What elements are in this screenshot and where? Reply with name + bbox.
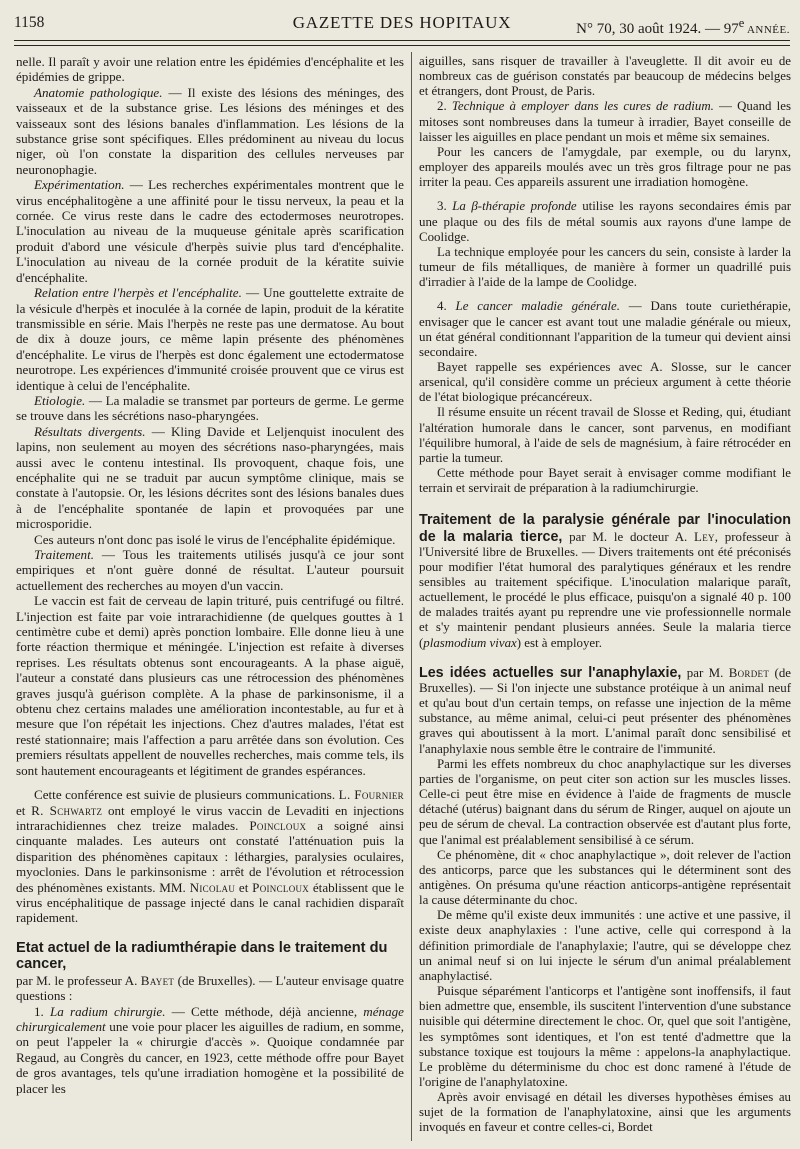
paragraph-title: Traitement. [34, 547, 95, 562]
paragraph: Résultats divergents. — Kling Davide et Leljenquist inoculent des lapins, non seulement au moyen des sécrétions naso-pharyngées, mais aussi avec le contenu intestinal. Ils provoquent, chaque fois, une encéphalite qui ne se traduit par aucun symptôme clinique, mais se constate à l'autopsie. Or, les lésions décrites sont des lésions banales dues à de l'encéphalite spontanée de lapin et provoquées par une microsporidie. [16, 423, 404, 532]
section-byline: par M. le professeur A. Bayet (de Bruxelles). — L'auteur envisage quatre questions : [16, 972, 404, 1004]
paragraph: Bayet rappelle ses expériences avec A. Slosse, sur le cancer arsenical, qu'il considère comme un précieux argument à cette théorie de l'état biologique précancéreux. [419, 359, 791, 405]
paragraph: Il résume ensuite un récent travail de Slosse et Reding, qui, étudiant l'altération humorale dans le cancer, sont parvenus, en modifiant l'équilibre humoral, à l'aide de sels de magnésium, à faire rétrocéder en partie la tumeur. [419, 405, 791, 465]
column-divider [411, 52, 412, 1141]
paragraph: nelle. Il paraît y avoir une relation entre les épidémies d'encéphalite et les épidémies de grippe. [16, 54, 404, 85]
author-name: L. Fournier [338, 787, 404, 803]
paragraph: 2. Technique à employer dans les cures de radium. — Quand les mitoses sont nombreuses dans la tumeur à irradier, Bayet conseille de laisser les aiguilles en place pendant un mois et même six semaines. [419, 99, 792, 144]
paragraph: Le vaccin est fait de cerveau de lapin trituré, puis centrifugé ou filtré. L'injection est faite par voie intrarachidienne (de quelques gouttes à 1 centimètre cube et demi) après ponction lombaire. Elle donne lieu à une forte réaction thermique et méningée. L'injection est refaite à diverses reprises. Les résultats obtenus sont encourageants. A la phase aiguë, l'auteur a constaté dans plusieurs cas une rétrocession des phénomènes graves jusqu'à guérison complète. A la phase de parkinsonisme, il a obtenu chez certains malades une amélioration incontestable, au fur et à mesure que l'on répétait les injections. Chez d'autres malades, l'état est resté stationnaire; mais l'affection a paru arrêtée dans son évolution. Ces premiers résultats appellent de nouvelles recherches, mais comme tels, ils sont hautement encourageants et légitiment de grandes espérances. [16, 593, 404, 778]
paragraph-title: Le cancer maladie générale. [455, 299, 620, 314]
paragraph-title: Relation entre l'herpès et l'encéphalite. [34, 285, 242, 301]
journal-title: GAZETTE DES HOPITAUX [292, 13, 512, 32]
paragraph: Anatomie pathologique. — Il existe des lésions des méninges, des vaisseaux et de la substance grise. Les lésions des méninges et des vaisseaux sont des lésions banales d'inflammation. Les lésions de la substance grise sont spécifiques. Elles prédominent au niveau du locus niger, où l'on constate la disparition des cellules nerveuses par neuronophagie. [16, 84, 404, 177]
paragraph: Après avoir envisagé en détail les diverses hypothèses émises au sujet de la formation de l'anaphylatoxine, ainsi que les arguments invoqués en faveur et contre celles-ci, Bordet [419, 1090, 791, 1135]
paragraph: Traitement. — Tous les traitements utilisés jusqu'à ce jour sont empiriques et n'ont guère donné de résultat. L'auteur poursuit actuellement des recherches au moyen d'un vaccin. [16, 547, 404, 593]
author-name: R. Schwartz [31, 802, 103, 818]
paragraph-title: La β-thérapie profonde [452, 199, 577, 214]
paragraph-title: Technique à employer dans les cures de radium. [451, 99, 714, 114]
issue-info: N° 70, 30 août 1924. — 97e ANNÉE. [576, 16, 790, 37]
author-name: Poincloux [249, 817, 307, 833]
author-name: Ley [694, 529, 715, 544]
paragraph: Cette méthode pour Bayet serait à envisager comme modifiant le terrain et servirait de préparation à la radiumchirurgie. [419, 466, 791, 496]
paragraph: Relation entre l'herpès et l'encéphalite. — Une gouttelette extraite de la vésicule d'herpès et inoculée à la cornée de lapin, produit de la kératite transmissible en série. Mais l'herpès ne reste pas une dermatose. Au bout de dix à douze jours, ce même lapin présente des phénomènes d'encéphalite. Le virus de l'herpès est donc également une ectodermatose neurotrope. Les expériences d'immunité croisée prouvent que ce virus est identique à celui de l'encéphalite. [16, 285, 404, 393]
page-number: 1158 [14, 14, 45, 31]
paragraph-title: La radium chirurgie. [50, 1003, 166, 1019]
section-heading: Traitement de la paralysie générale par l'inoculation de la malaria tierce, [419, 512, 791, 545]
right-column [419, 54, 791, 1136]
paragraph: Ce phénomène, dit « choc anaphylactique », doit relever de l'action des anticorps, parce que les substances qui le déterminent sont des antigènes. On présuma qu'une réaction anticorps-antigène représentait la cause déterminante du choc. [419, 847, 791, 908]
paragraph: Cette conférence est suivie de plusieurs communications. L. Fournier et R. Schwartz ont employé le virus vaccin de Levaditi en injections intrarachidiennes chez treize malades. Poincloux a soigné ainsi cinquante malades. Les auteurs ont constaté l'atténuation puis la disparition des phénomènes capitaux : léthargies, paralysies oculaires, myoclonies. Dans le parkinsonisme : arrêt de l'évolution et rétrocession des phénomènes existants. MM. Nicolau et Poincloux établissent que le virus encéphalitique de passage injecté dans le canal rachidien disparaît rapidement. [16, 787, 405, 926]
header-rule [14, 40, 790, 41]
paragraph-title: Expérimentation. [34, 177, 125, 193]
paragraph-title: Etiologie. [34, 392, 86, 408]
author-name: Bordet [728, 665, 770, 680]
paragraph: Puisque séparément l'anticorps et l'antigène sont inoffensifs, il faut bien admettre que, ensemble, ils suscitent l'intervention d'une substance nuisible qui détermine directement le choc. Or, quel que soit l'antigène, les symptômes sont identiques, et l'on est tenté d'admettre que la substance toxique est toujours la même : appelons-la anaphylactique. Le problème du déterminisme du choc est donc ramené à l'étude de l'origine de l'anaphylatoxine. [419, 984, 791, 1089]
author-name: Poincloux [252, 879, 310, 895]
paragraph: 4. Le cancer maladie générale. — Dans toute curiethérapie, envisager que le cancer est avant tout une maladie générale ou mieux, un état général conditionnant l'apparition de la tumeur qui devient ainsi secondaire. [419, 299, 792, 359]
paragraph: Expérimentation. — Les recherches expérimentales montrent que le virus encéphalitogène a une affinité pour le tissu nerveux, la peau et la cornée. Ce virus reste dans le cadre des ectodermoses neurotropes. L'inoculation au niveau de la muqueuse génitale après scarification produit d'abord une vésicule d'herpès suivie plus tard d'encéphalite. L'inoculation au niveau de la cornée produit de la kératite suivie d'encéphalite. [16, 177, 404, 285]
paragraph: 3. La β-thérapie profonde utilise les rayons secondaires émis par une plaque ou des fils de métal soumis aux rayons d'une lampe de Coolidge. [419, 199, 792, 244]
paragraph: Ces auteurs n'ont donc pas isolé le virus de l'encéphalite épidémique. [34, 531, 396, 547]
header-rule-thin [14, 45, 790, 46]
author-name: Nicolau [189, 879, 236, 895]
page-header [14, 10, 790, 36]
paragraph: Etiologie. — La maladie se transmet par porteurs de germe. Le germe se trouve dans les sécrétions naso-pharyngées. [16, 392, 404, 424]
section-heading: Les idées actuelles sur l'anaphylaxie, [419, 664, 682, 681]
section-paragraph: Les idées actuelles sur l'anaphylaxie, par M. Bordet (de Bruxelles). — Si l'on injecte une substance protéique à un animal neuf et qu'au bout d'un certain temps, on refasse une injection de la même substance, au même animal, celui-ci peut présenter des phénomènes graves qui aboutissent à la mort. L'animal paraît donc sensibilisé et l'anaphylaxie nous semble être le contraire de l'immunité. [419, 664, 791, 756]
paragraph: aiguilles, sans risquer de travailler à l'aveuglette. Il dit avoir eu de nombreux cas de guérison constatés par beaucoup de médecins belges et étrangers, dont Proust, de Paris. [419, 54, 791, 99]
paragraph: Parmi les effets nombreux du choc anaphylactique sur les diverses parties de l'organisme, on peut citer son action sur les muscles lisses. Celle-ci peut être mise en évidence à l'aide de fragments de muscle détaché (utérus) baignant dans du sérum de Ringer, auquel on ajoute un peu de sérum de cheval. La contraction observée est d'autant plus forte, que l'animal est préalablement sensibilisé à ce sérum. [419, 756, 791, 847]
section-heading: Etat actuel de la radiumthérapie dans le traitement du cancer, [16, 939, 388, 972]
paragraph: De même qu'il existe deux immunités : une active et une passive, il existe deux anaphylaxies : l'une active, celle qui correspond à la définition primordiale de l'anaphylaxie; l'autre, qui se développe chez un animal neuf si on lui injecte le sérum d'un animal préalablement anaphylactisé. [419, 908, 791, 983]
paragraph-title: Résultats divergents. [34, 423, 146, 439]
paragraph: 1. La radium chirurgie. — Cette méthode, déjà ancienne, ménage chirurgicalement une voie pour placer les aiguilles de radium, en somme, on peut l'appeler la « chirurgie d'accès ». Quoique condamnée par Regaud, au Congrès du cancer, en 1923, cette méthode offre pour Bayet de gros avantages, tels qu'une irradiation homogène et la possibilité de placer les [16, 1003, 404, 1096]
paragraph-title: Anatomie pathologique. [34, 84, 163, 100]
left-column [16, 54, 404, 1096]
paragraph: Pour les cancers de l'amygdale, par exemple, ou du larynx, employer des appareils moulés avec un très gros filtrage pour ne pas irriter la peau. Ces appareils assurent une irradiation homogène. [419, 144, 791, 190]
author-name: Bayet [140, 972, 175, 988]
paragraph: La technique employée pour les cancers du sein, consiste à larder la tumeur de fils métalliques, de manière à former un quadrillé puis d'irradier à l'aide de la lampe de Coolidge. [419, 244, 791, 290]
section-paragraph: Traitement de la paralysie générale par l'inoculation de la malaria tierce, par M. le docteur A. Ley, professeur à l'Université libre de Bruxelles. — Divers traitements ont été préconisés pour modifier l'état humoral des paralytiques généraux et les rendre sensibles au traitement spécifique. L'inoculation malarique paraît, actuellement, le procédé le plus efficace, puisqu'on a signalé 40 p. 100 de malades traités ayant pu reprendre une vie professionnelle normale et s'y maintenir pendant plusieurs années. Seule la malaria tierce (plasmodium vivax) est à employer. [419, 512, 791, 650]
